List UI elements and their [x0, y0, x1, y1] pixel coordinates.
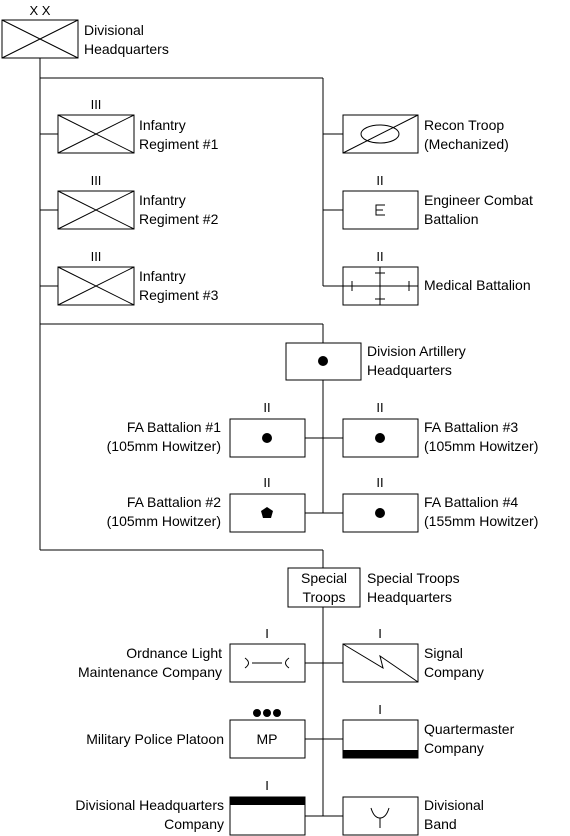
- signal-symbol: [343, 644, 418, 682]
- fa-battalion-3: [343, 400, 538, 457]
- echelon-mark: I: [378, 626, 382, 641]
- ordnance-company-unit: [78, 626, 305, 682]
- artillery-dot-icon: [262, 433, 272, 443]
- unit-label: FA Battalion #1: [126, 419, 221, 435]
- military-police-unit: [86, 709, 305, 758]
- infantry-regiment-1: [58, 97, 219, 153]
- echelon-mark: III: [90, 173, 102, 188]
- unit-label: (155mm Howitzer): [424, 513, 539, 529]
- unit-label: Company: [424, 740, 484, 756]
- unit-label: Regiment #3: [139, 287, 219, 303]
- echelon-mark: III: [90, 97, 102, 112]
- unit-label: Headquarters: [84, 41, 169, 57]
- echelon-mark: II: [263, 475, 271, 490]
- division-artillery-hq-unit: [286, 343, 466, 380]
- unit-label: Headquarters: [367, 589, 452, 605]
- unit-label: Company: [164, 816, 224, 832]
- unit-label: Infantry: [139, 192, 186, 208]
- unit-label: (Mechanized): [424, 136, 509, 152]
- unit-label: Division Artillery: [367, 343, 466, 359]
- unit-label: (105mm Howitzer): [424, 438, 539, 454]
- infantry-regiment-2: [58, 173, 219, 229]
- unit-label: FA Battalion #3: [424, 419, 519, 435]
- unit-label: Divisional: [84, 22, 144, 38]
- unit-label: Ordnance Light: [126, 645, 222, 661]
- echelon-mark: II: [376, 400, 384, 415]
- unit-label: Special Troops: [367, 570, 460, 586]
- unit-label: FA Battalion #4: [424, 494, 519, 510]
- quartermaster-company-unit: [343, 702, 515, 758]
- artillery-dot-icon: [375, 433, 385, 443]
- unit-label: Military Police Platoon: [86, 731, 224, 747]
- echelon-mark: II: [376, 249, 384, 264]
- unit-label: Band: [424, 816, 457, 832]
- unit-label: Company: [424, 664, 484, 680]
- echelon-mark: III: [90, 249, 102, 264]
- recon-troop-unit: [343, 115, 509, 153]
- unit-label: Infantry: [139, 117, 186, 133]
- unit-label: (105mm Howitzer): [106, 438, 221, 454]
- echelon-mark: I: [265, 626, 269, 641]
- unit-label: Regiment #1: [139, 136, 219, 152]
- unit-label: Headquarters: [367, 362, 452, 378]
- echelon-mark: II: [376, 475, 384, 490]
- band-symbol: [343, 797, 418, 835]
- unit-label: Medical Battalion: [424, 277, 531, 293]
- unit-label: Infantry: [139, 268, 186, 284]
- unit-label: Engineer Combat: [424, 192, 533, 208]
- medical-battalion-unit: [343, 249, 531, 305]
- unit-label: Regiment #2: [139, 211, 219, 227]
- unit-label: FA Battalion #2: [126, 494, 221, 510]
- artillery-dot-icon: [375, 508, 385, 518]
- echelon-mark: X X: [29, 3, 51, 18]
- box-text: Troops: [302, 589, 346, 605]
- unit-label: Signal: [424, 645, 463, 661]
- unit-label: (105mm Howitzer): [106, 513, 221, 529]
- echelon-mark: II: [376, 173, 384, 188]
- echelon-mark: I: [378, 702, 382, 717]
- platoon-dots-icon: [253, 709, 281, 717]
- unit-label: Battalion: [424, 211, 479, 227]
- fa-battalion-1: [107, 400, 305, 457]
- unit-label: Divisional: [424, 797, 484, 813]
- band-unit: [343, 797, 484, 835]
- fa-battalion-4: [343, 475, 538, 532]
- signal-company-unit: [343, 626, 484, 682]
- unit-label: Recon Troop: [424, 117, 505, 133]
- artillery-dot-icon: [318, 356, 328, 366]
- hq-company-unit: [75, 778, 305, 835]
- unit-label: Maintenance Company: [78, 664, 222, 680]
- box-text: MP: [256, 731, 278, 747]
- divisional-hq-unit: [2, 3, 169, 58]
- echelon-mark: II: [263, 400, 271, 415]
- engineer-battalion-unit: [343, 173, 533, 229]
- unit-label: Quartermaster: [424, 721, 515, 737]
- fa-battalion-2: [107, 475, 305, 532]
- box-text: Special: [301, 570, 347, 586]
- hq-bar-icon: [230, 797, 305, 805]
- echelon-mark: I: [265, 778, 269, 793]
- special-troops-hq-unit: [288, 568, 460, 607]
- infantry-regiment-3: [58, 249, 219, 305]
- unit-label: Divisional Headquarters: [75, 797, 224, 813]
- supply-bar-icon: [343, 750, 418, 758]
